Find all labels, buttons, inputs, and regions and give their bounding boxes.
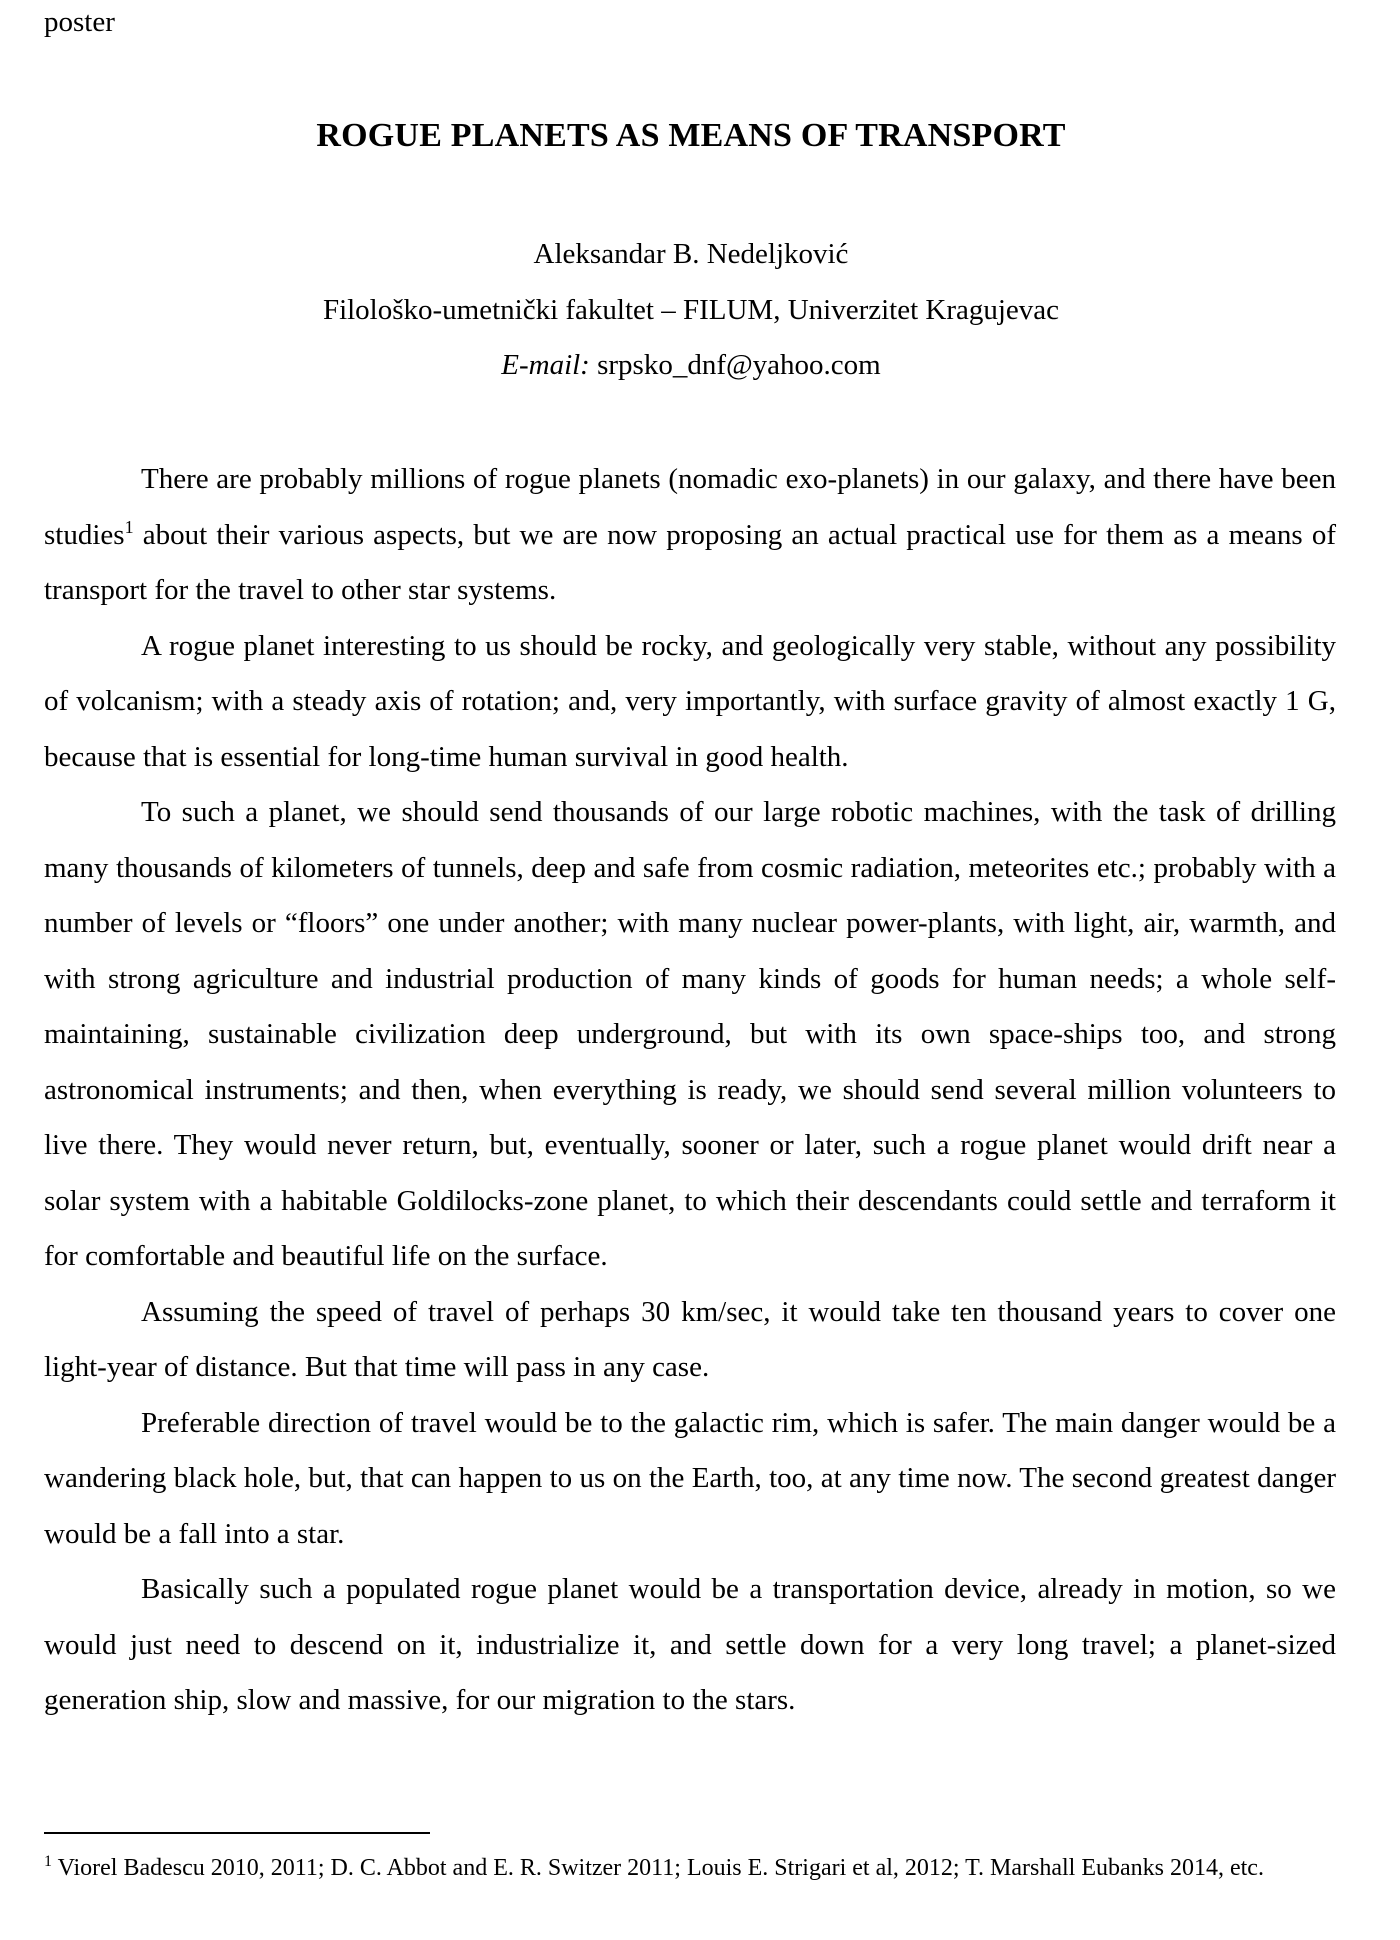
paragraph: A rogue planet interesting to us should be rocky, and geologically very stable, without any possibility of volcanism; with a steady axis of rotation; and, very importantly, with surface gravity of almost exactly 1 G, because that is essential for long-time human survival in good health. (44, 629, 1336, 773)
footnote-separator (44, 1832, 430, 1834)
email-address[interactable]: srpsko_dnf@yahoo.com (597, 349, 881, 381)
footnote-text: Viorel Badescu 2010, 2011; D. C. Abbot and E. R. Switzer 2011; Louis E. Strigari et al, 2012; T. Marshall Eubanks 2014, etc. (52, 1855, 1264, 1881)
paragraph: Basically such a populated rogue planet would be a transportation device, already in motion, so we would just need to descend on it, industrialize it, and settle down for a very long travel; a planet-sized generation ship, slow and massive, for our migration to the stars. (44, 1573, 1336, 1716)
paragraph: There are probably millions of rogue planets (nomadic exo-planets) in our galaxy, and there have been studies$^1$ about their various aspects, but we are now proposing an actual practical use for them as a means of transport for the travel to other star systems. (44, 463, 1336, 606)
author-affiliation: Filološko-umetnički fakultet – FILUM, Univerzitet Kragujevac (322, 294, 1060, 326)
footnote-reference[interactable]: 1 (124, 516, 134, 537)
paper-title: ROGUE PLANETS AS MEANS OF TRANSPORT (316, 117, 1066, 154)
footnote (44, 1852, 1344, 1884)
email-label: E-mail: (501, 349, 590, 381)
paragraph: Preferable direction of travel would be to the galactic rim, which is safer. The main danger would be a wandering black hole, but, that can happen to us on the Earth, too, at any time now. The second greatest danger would be a fall into a star. (44, 1406, 1336, 1550)
paragraph: Assuming the speed of travel of perhaps 30 km/sec, it would take ten thousand years to cover one light-year of distance. But that time will pass in any case. (44, 1295, 1336, 1383)
author-email-line (0, 345, 1382, 385)
body-text (44, 452, 1336, 1729)
document-type-label: poster (44, 6, 115, 38)
paragraph: To such a planet, we should send thousands of our large robotic machines, with the task of drilling many thousands of kilometers of tunnels, deep and safe from cosmic radiation, meteorites etc.; probably with a number of levels or “floors” one under another; with many nuclear power-plants, with light, air, warmth, and with strong agriculture and industrial production of many kinds of goods for human needs; a whole self-maintaining, sustainable civilization deep underground, but with its own space-ships too, and strong astronomical instruments; and then, when everything is ready, we should send several million volunteers to live there. They would never return, but, eventually, sooner or later, such a rogue planet would drift near a solar system with a habitable Goldilocks-zone planet, to which their descendants could settle and terraform it for comfortable and beautiful life on the surface. (44, 796, 1336, 1272)
footnote-number: 1 (44, 1853, 52, 1870)
author-name: Aleksandar B. Nedeljković (533, 238, 849, 270)
